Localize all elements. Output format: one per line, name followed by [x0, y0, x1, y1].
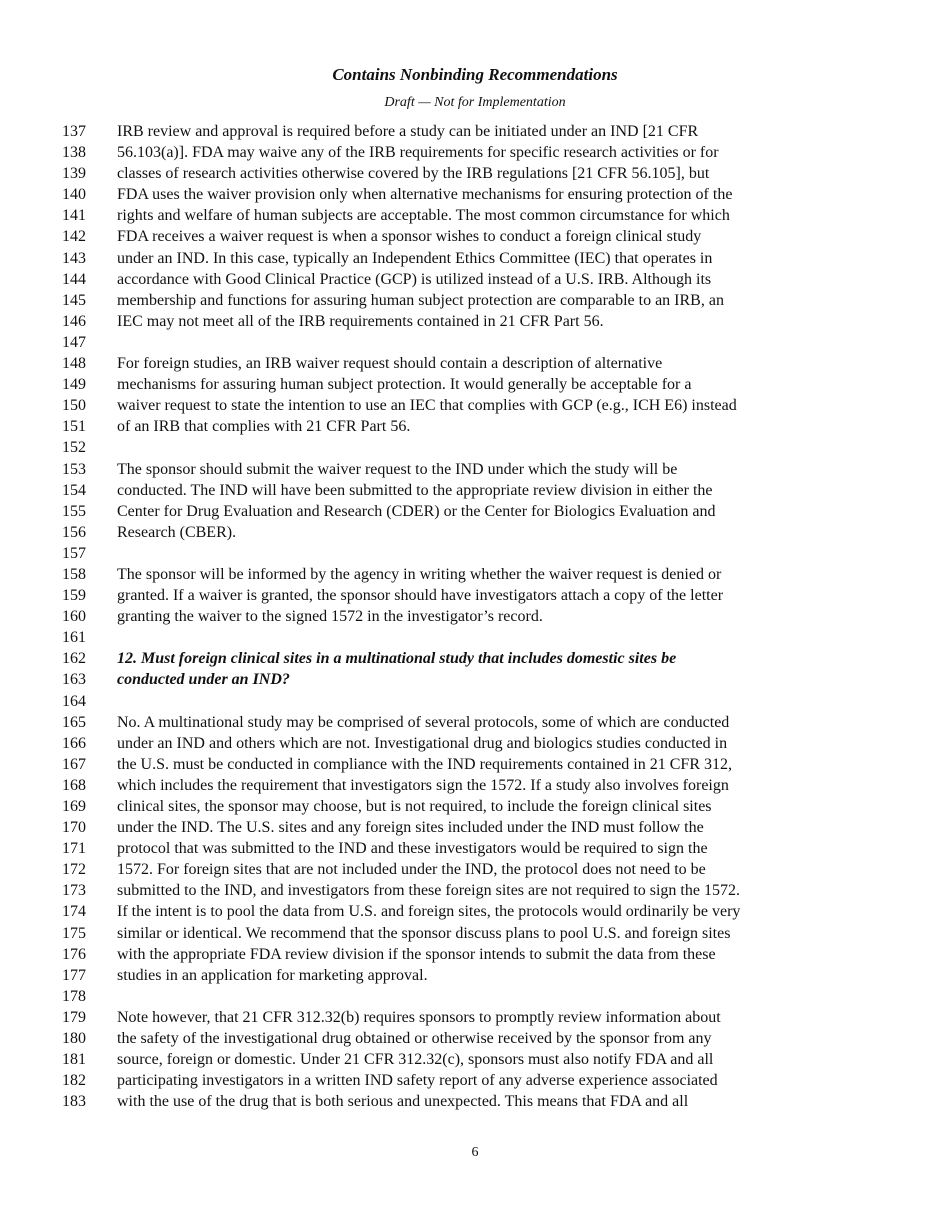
- line-text: FDA receives a waiver request is when a sponsor wishes to conduct a foreign clinical study: [117, 228, 702, 246]
- line-number: 166: [62, 734, 86, 752]
- line-text: 1572. For foreign sites that are not included under the IND, the protocol does not need to be: [117, 861, 706, 879]
- line-text: classes of research activities otherwise covered by the IRB regulations [21 CFR 56.105], but: [117, 165, 710, 183]
- section-question-text: 12. Must foreign clinical sites in a multinational study that includes domestic sites be: [117, 650, 677, 668]
- line-number: 170: [62, 819, 86, 837]
- document-line: [0, 437, 950, 458]
- line-number: 147: [62, 333, 86, 351]
- line-text: granting the waiver to the signed 1572 in the investigator’s record.: [117, 608, 543, 626]
- line-text: submitted to the IND, and investigators from these foreign sites are not required to sign the 1572.: [117, 882, 740, 900]
- document-line: [0, 353, 950, 374]
- line-number: 183: [62, 1093, 86, 1111]
- line-text: 56.103(a)]. FDA may waive any of the IRB requirements for specific research activities or for: [117, 144, 719, 162]
- line-text: with the use of the drug that is both serious and unexpected. This means that FDA and all: [117, 1093, 689, 1111]
- document-line: [0, 986, 950, 1007]
- document-line: [0, 205, 950, 226]
- document-body: [0, 121, 950, 1112]
- line-text: which includes the requirement that investigators sign the 1572. If a study also involves foreign: [117, 776, 729, 794]
- line-text: mechanisms for assuring human subject protection. It would generally be acceptable for a: [117, 376, 692, 394]
- document-line: [0, 796, 950, 817]
- document-line: [0, 480, 950, 501]
- line-text: Note however, that 21 CFR 312.32(b) requires sponsors to promptly review information about: [117, 1008, 721, 1026]
- line-number: 151: [62, 418, 86, 436]
- line-number: 155: [62, 502, 86, 520]
- line-text: similar or identical. We recommend that the sponsor discuss plans to pool U.S. and foreign sites: [117, 924, 731, 942]
- document-line: [0, 332, 950, 353]
- document-line: [0, 1028, 950, 1049]
- line-text: conducted. The IND will have been submitted to the appropriate review division in either the: [117, 481, 713, 499]
- line-number: 154: [62, 481, 86, 499]
- line-number: 176: [62, 945, 86, 963]
- line-number: 171: [62, 840, 86, 858]
- document-line: [0, 627, 950, 648]
- document-line: [0, 1091, 950, 1112]
- line-text: For foreign studies, an IRB waiver request should contain a description of alternative: [117, 355, 663, 373]
- line-number: 167: [62, 755, 86, 773]
- line-number: 177: [62, 966, 86, 984]
- line-text: granted. If a waiver is granted, the sponsor should have investigators attach a copy of the letter: [117, 587, 724, 605]
- line-text: under an IND. In this case, typically an Independent Ethics Committee (IEC) that operates in: [117, 249, 713, 267]
- line-number: 140: [62, 186, 86, 204]
- document-line: [0, 1007, 950, 1028]
- line-text: No. A multinational study may be comprised of several protocols, some of which are conducted: [117, 713, 730, 731]
- line-number: 143: [62, 249, 86, 267]
- document-header-subtitle: Draft — Not for Implementation: [384, 95, 566, 110]
- line-text: clinical sites, the sponsor may choose, but is not required, to include the foreign clinical sites: [117, 798, 712, 815]
- document-line: [0, 880, 950, 901]
- document-line: [0, 121, 950, 142]
- line-number: 165: [62, 713, 86, 731]
- line-number: 181: [62, 1051, 86, 1069]
- line-number: 157: [62, 544, 86, 562]
- line-number: 159: [62, 587, 86, 605]
- line-text: accordance with Good Clinical Practice (GCP) is utilized instead of a U.S. IRB. Although its: [117, 270, 712, 288]
- document-line: [0, 838, 950, 859]
- line-number: 144: [62, 270, 86, 288]
- line-number: 175: [62, 924, 86, 942]
- document-line: [0, 226, 950, 247]
- document-line: [0, 290, 950, 311]
- document-line: [0, 1070, 950, 1091]
- line-number: 142: [62, 228, 86, 246]
- document-line: [0, 775, 950, 796]
- document-line: [0, 269, 950, 290]
- line-text: FDA uses the waiver provision only when alternative mechanisms for ensuring protection of the: [117, 186, 733, 204]
- line-number: 141: [62, 207, 86, 225]
- line-number: 172: [62, 861, 86, 879]
- document-line: [0, 142, 950, 163]
- document-line: [0, 522, 950, 543]
- document-line: [0, 416, 950, 437]
- line-number: 139: [62, 165, 86, 183]
- line-text: the safety of the investigational drug obtained or otherwise received by the sponsor from any: [117, 1030, 712, 1048]
- line-text: The sponsor will be informed by the agency in writing whether the waiver request is denied or: [117, 565, 722, 583]
- document-line: [0, 163, 950, 184]
- page-number: 6: [471, 1145, 479, 1160]
- document-line: [0, 691, 950, 712]
- document-line: [0, 459, 950, 480]
- line-number: 180: [62, 1030, 86, 1048]
- document-line: [0, 606, 950, 627]
- line-number: 162: [62, 650, 86, 668]
- line-text: under an IND and others which are not. Investigational drug and biologics studies conducted in: [117, 734, 728, 752]
- line-text: with the appropriate FDA review division if the sponsor intends to submit the data from these: [117, 945, 716, 963]
- line-number: 150: [62, 397, 86, 415]
- line-number: 158: [62, 565, 86, 583]
- line-text: the U.S. must be conducted in compliance with the IND requirements contained in 21 CFR 312,: [117, 755, 732, 773]
- document-line: [0, 1049, 950, 1070]
- document-line: [0, 712, 950, 733]
- document-line: [0, 564, 950, 585]
- document-line: [0, 923, 950, 944]
- line-number: 152: [62, 439, 86, 457]
- line-number: 169: [62, 798, 86, 815]
- document-line: [0, 859, 950, 880]
- document-line: [0, 248, 950, 269]
- document-line: [0, 585, 950, 606]
- document-line: [0, 669, 950, 690]
- line-number: 156: [62, 523, 86, 541]
- line-number: 164: [62, 692, 86, 710]
- line-text: membership and functions for assuring human subject protection are comparable to an IRB, an: [117, 291, 724, 309]
- line-number: 161: [62, 629, 86, 647]
- line-text: source, foreign or domestic. Under 21 CFR 312.32(c), sponsors must also notify FDA and all: [117, 1051, 714, 1069]
- line-text: IEC may not meet all of the IRB requirements contained in 21 CFR Part 56.: [117, 312, 604, 330]
- line-number: 160: [62, 608, 86, 626]
- line-number: 179: [62, 1008, 86, 1026]
- line-number: 137: [62, 123, 86, 140]
- line-number: 173: [62, 882, 86, 900]
- line-text: Center for Drug Evaluation and Research (CDER) or the Center for Biologics Evaluation and: [117, 502, 716, 520]
- line-text: studies in an application for marketing approval.: [117, 966, 428, 984]
- document-line: [0, 817, 950, 838]
- line-text: If the intent is to pool the data from U.S. and foreign sites, the protocols would ordinarily be very: [117, 903, 741, 921]
- line-text: under the IND. The U.S. sites and any foreign sites included under the IND must follow the: [117, 819, 704, 837]
- document-line: [0, 965, 950, 986]
- document-line: [0, 754, 950, 775]
- line-text: protocol that was submitted to the IND and these investigators would be required to sign the: [117, 840, 708, 858]
- line-number: 168: [62, 776, 86, 794]
- document-line: [0, 311, 950, 332]
- document-header-title: Contains Nonbinding Recommendations: [332, 65, 618, 84]
- document-line: [0, 733, 950, 754]
- document-line: [0, 944, 950, 965]
- line-number: 174: [62, 903, 86, 921]
- document-line: [0, 648, 950, 669]
- line-number: 149: [62, 376, 86, 394]
- document-line: [0, 395, 950, 416]
- line-text: of an IRB that complies with 21 CFR Part 56.: [117, 418, 411, 436]
- document-line: [0, 543, 950, 564]
- line-text: IRB review and approval is required before a study can be initiated under an IND [21 CFR: [117, 123, 699, 140]
- document-line: [0, 374, 950, 395]
- line-number: 145: [62, 291, 86, 309]
- document-line: [0, 184, 950, 205]
- line-number: 146: [62, 312, 86, 330]
- document-line: [0, 901, 950, 922]
- line-text: The sponsor should submit the waiver request to the IND under which the study will be: [117, 460, 678, 478]
- line-text: participating investigators in a written IND safety report of any adverse experience associated: [117, 1072, 718, 1090]
- line-text: waiver request to state the intention to use an IEC that complies with GCP (e.g., ICH E6) instead: [117, 397, 737, 415]
- line-number: 153: [62, 460, 86, 478]
- line-number: 182: [62, 1072, 86, 1090]
- line-text: rights and welfare of human subjects are acceptable. The most common circumstance for which: [117, 207, 730, 225]
- line-text: Research (CBER).: [117, 523, 237, 541]
- document-line: [0, 501, 950, 522]
- line-number: 178: [62, 987, 86, 1005]
- line-number: 163: [62, 671, 86, 689]
- section-question-text: conducted under an IND?: [117, 671, 290, 689]
- line-number: 138: [62, 144, 86, 162]
- line-number: 148: [62, 355, 86, 373]
